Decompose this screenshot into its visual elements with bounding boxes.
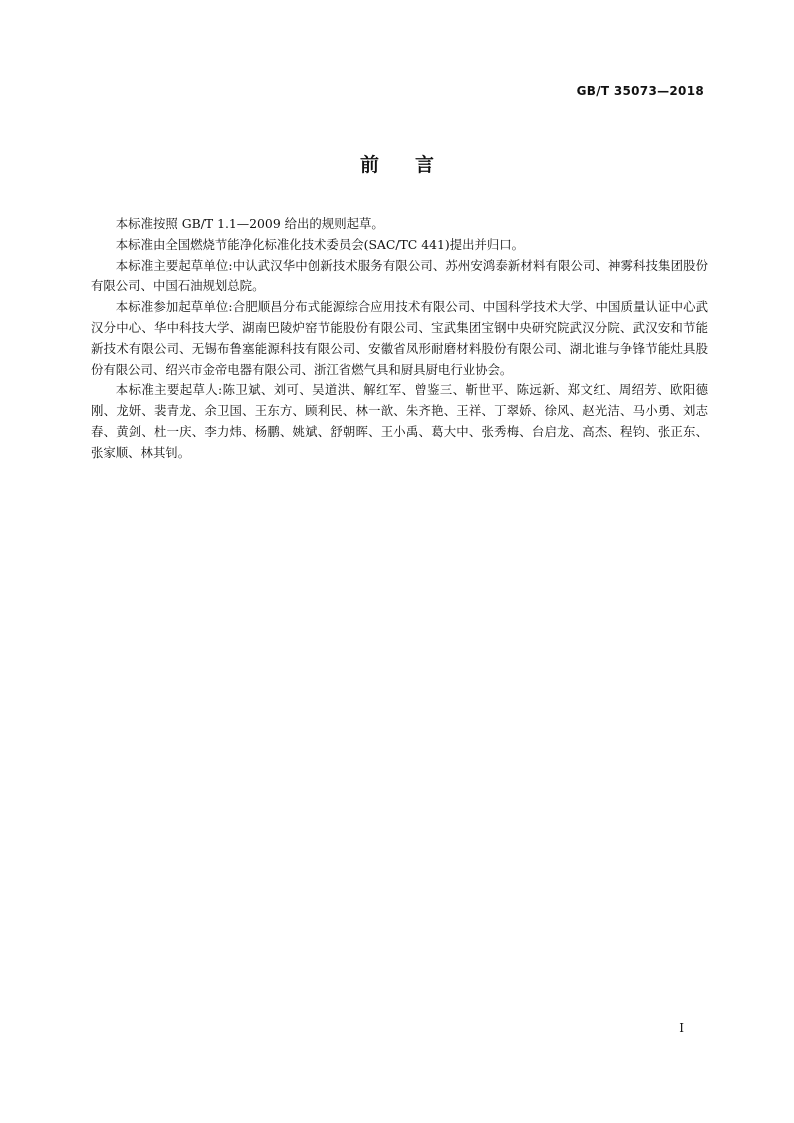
paragraph-participating-units: 本标准参加起草单位:合肥顺昌分布式能源综合应用技术有限公司、中国科学技术大学、中国质量认证中心武汉分中心、华中科技大学、湖南巴陵炉窑节能股份有限公司、宝武集团宝钢中央研究院武汉分院、武汉安和节能新技术有限公司、无锡布鲁塞能源科技有限公司、安徽省凤形耐磨材料股份有限公司、湖北谁与争锋节能灶具股份有限公司、绍兴市金帝电器有限公司、浙江省燃气具和厨具厨电行业协会。 — [91, 299, 708, 377]
page-number: I — [679, 1021, 684, 1035]
paragraph-proposed-by: 本标准由全国燃烧节能净化标准化技术委员会(SAC/TC 441)提出并归口。 — [115, 236, 525, 252]
document-code: GB/T 35073—2018 — [576, 84, 704, 98]
foreword-body — [91, 214, 708, 464]
page-title: 前言 — [359, 154, 470, 176]
paragraph-drafting-rules: 本标准按照 GB/T 1.1—2009 给出的规则起草。 — [115, 216, 384, 231]
paragraph-main-drafters: 本标准主要起草人:陈卫斌、刘可、吴道洪、解红军、曾鉴三、靳世平、陈远新、郑文红、周绍芳、欧阳德刚、龙妍、裴青龙、余卫国、王东方、顾利民、林一歆、朱齐艳、王祥、丁翠娇、徐风、赵光洁、马小勇、刘志春、黄剑、杜一庆、李力炜、杨鹏、姚斌、舒朝晖、王小禹、葛大中、张秀梅、台启龙、高杰、程钧、张正东、张家顺、林其钊。 — [91, 382, 708, 460]
paragraph-main-drafting-units: 本标准主要起草单位:中认武汉华中创新技术服务有限公司、苏州安鸿泰新材料有限公司、神雾科技集团股份有限公司、中国石油规划总院。 — [91, 257, 708, 294]
